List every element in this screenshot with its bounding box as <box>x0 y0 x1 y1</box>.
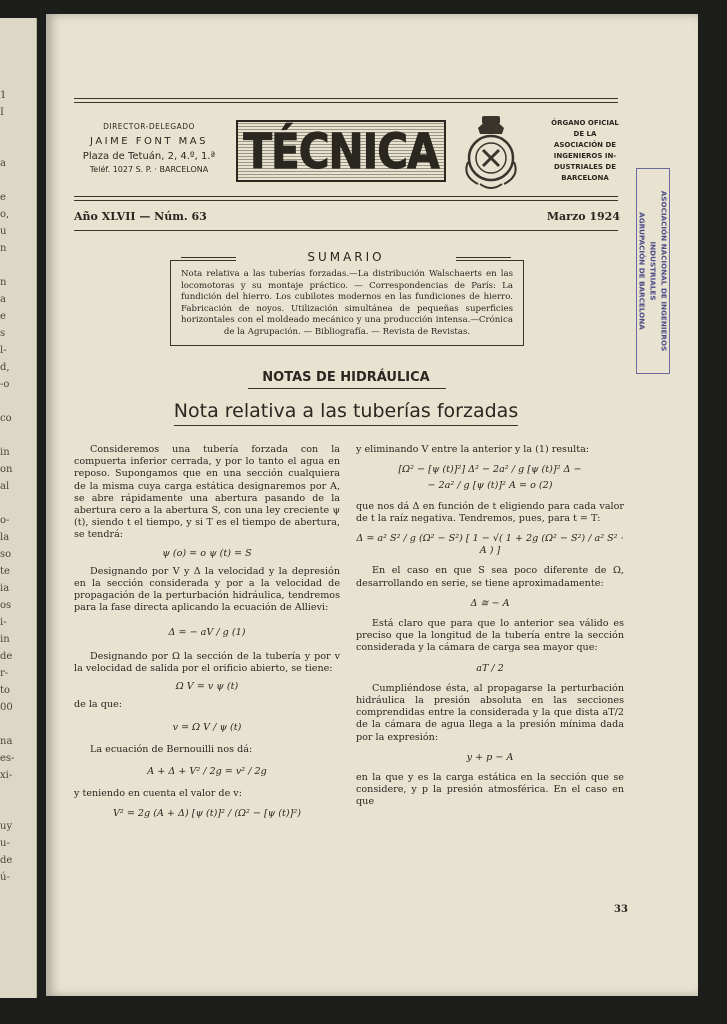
prev-page-fragment: in <box>0 634 10 645</box>
paragraph: Designando por V y Δ la velocidad y la depresión en la sección considerada y por a la velocidad de propagación de la perturbación hidráulica, tendremos para la fase directa aplicando la ecuación de Allievi: <box>74 565 340 614</box>
equation: V² = 2g (A + Δ) [ψ (t)]² / (Ω² − [ψ (t)]²) <box>113 808 301 820</box>
prev-page-fragment: d, <box>0 362 10 373</box>
header-bottom-rule <box>74 196 618 197</box>
director-label: DIRECTOR-DELEGADO <box>103 122 195 131</box>
equation-1: Δ = − aV / g (1) <box>168 626 246 638</box>
issue-rule <box>74 230 618 231</box>
director-name: JAIME FONT MAS <box>90 136 208 147</box>
prev-page-fragment: I <box>0 107 4 118</box>
stamp-line-2: AGRUPACIÓN DE BARCELONA <box>637 212 647 330</box>
paragraph: y teniendo en cuenta el valor de v: <box>74 788 242 800</box>
paragraph: Cumpliéndose ésta, al propagarse la perturbación hidráulica la presión absoluta en las secciones comprendidas entre la considerada y la que dista aT/2 de la cámara de agua llega a la presión mínima dada por la expresión: <box>356 682 624 743</box>
prev-page-fragment: os <box>0 600 12 611</box>
equation: y + p − A <box>466 751 514 763</box>
prev-page-fragment: 1 <box>0 90 7 101</box>
article-title: Nota relativa a las tuberías forzadas <box>173 400 519 422</box>
prev-page-fragment: n <box>0 277 7 288</box>
prev-page-fragment: e <box>0 311 6 322</box>
header-bottom-rule-double <box>74 200 618 201</box>
official-organ-block <box>548 118 622 184</box>
prev-page-fragment: in <box>0 447 10 458</box>
prev-page-fragment: ia <box>0 583 10 594</box>
prev-page-fragment: to <box>0 685 11 696</box>
equation: aT / 2 <box>476 662 504 674</box>
equation-2: − 2a² / g [ψ (t)]² A = o (2) <box>427 480 553 492</box>
prev-page-fragment: e <box>0 192 6 203</box>
journal-page <box>46 14 698 996</box>
sumario-title: SUMARIO <box>236 250 456 264</box>
address: Plaza de Tetuán, 2, 4.º, 1.ª <box>82 151 216 162</box>
prev-page-fragment: a <box>0 158 6 169</box>
organ-line: ASOCIACIÓN DE <box>553 141 617 149</box>
top-rule-double <box>74 102 618 103</box>
page-number: 33 <box>614 904 628 915</box>
equation: Δ = a² S² / g (Ω² − S²) [ 1 − √( 1 + 2g (Ω² − S²) / a² S² · A ) ] <box>356 533 624 557</box>
sumario-text: Nota relativa a las tuberías forzadas.—La distribución Walschaerts en las locomotoras y su montaje práctico. — Correspondencias de París: La fundición del hierro. Los cubilotes modernos en las fundiciones de hierro. Fabricación de noyos. Utilización simultánea de pequeñas superficies horizontales con el moldeado mecánico y una producción intensa.—Crónica de la Agrupación. — Bibliografía. — Revista de Revistas. <box>181 269 513 337</box>
organ-line: DUSTRIALES DE <box>553 163 617 171</box>
prev-page-fragment: n <box>0 243 7 254</box>
organ-line: DE LA <box>573 130 597 138</box>
prev-page-fragment: o- <box>0 515 10 526</box>
paragraph: Está claro que para que lo anterior sea válido es preciso que la longitud de la tubería entre la sección considerada y la cámara de carga sea mayor que: <box>356 618 624 654</box>
paragraph: La ecuación de Bernouilli nos dá: <box>90 743 253 755</box>
prev-page-fragment: es- <box>0 753 15 764</box>
organ-line: INGENIEROS IN- <box>553 152 617 160</box>
issue-date: Marzo 1924 <box>546 210 620 223</box>
top-rule <box>74 98 618 99</box>
crest-emblem-icon <box>458 110 524 194</box>
prev-page-fragment: l- <box>0 345 7 356</box>
prev-page-fragment: de <box>0 651 13 662</box>
library-stamp <box>636 168 670 374</box>
equation: Δ ≅ − A <box>470 597 510 609</box>
masthead-logo <box>236 120 446 182</box>
stamp-line-1: ASOCIACIÓN NACIONAL DE INGENIEROS INDUSTRIALES <box>648 190 669 352</box>
equation: A + Δ + V² / 2g = v² / 2g <box>147 766 267 778</box>
organ-line: ÓRGANO OFICIAL <box>551 119 619 127</box>
equation: Ω V = v ψ (t) <box>175 681 239 693</box>
prev-page-fragment: al <box>0 481 10 492</box>
paragraph: en la que y es la carga estática en la sección que se considere, y p la presión atmosférica. En el caso en que <box>356 772 624 808</box>
prev-page-fragment: co <box>0 413 12 424</box>
equation: ψ (o) = o ψ (t) = S <box>162 547 252 559</box>
prev-page-fragment: i- <box>0 617 7 628</box>
prev-page-fragment: ú- <box>0 872 10 883</box>
prev-page-fragment: a <box>0 294 6 305</box>
issue-number: Año XLVII — Núm. 63 <box>74 210 207 223</box>
equation: v = Ω V / ψ (t) <box>172 721 242 733</box>
right-column <box>356 444 624 809</box>
paragraph: y eliminando V entre la anterior y la (1) resulta: <box>356 444 590 455</box>
equation: [Ω² − [ψ (t)]²] Δ² − 2a² / g [ψ (t)]² Δ − <box>398 464 582 476</box>
sumario-box <box>170 260 524 346</box>
phone-city: Teléf. 1027 S. P. · BARCELONA <box>89 165 209 174</box>
paragraph: de la que: <box>74 699 122 711</box>
prev-page-fragment: la <box>0 532 10 543</box>
prev-page-fragment: r- <box>0 668 9 679</box>
prev-page-fragment: u <box>0 226 7 237</box>
director-block <box>74 122 224 174</box>
prev-page-fragment: de <box>0 855 13 866</box>
prev-page-fragment: on <box>0 464 13 475</box>
article-rule <box>174 425 518 426</box>
paragraph: que nos dá Δ en función de t eligiendo para cada valor de t la raíz negativa. Tendremos, pues, para t = T: <box>356 500 624 524</box>
masthead-title: TÉCNICA <box>243 122 439 180</box>
section-title: NOTAS DE HIDRÁULICA <box>262 370 430 385</box>
prev-page-fragment: xi- <box>0 770 13 781</box>
prev-page-fragment: u- <box>0 838 10 849</box>
prev-page-fragment: s <box>0 328 6 339</box>
paragraph: Designando por Ω la sección de la tubería y por v la velocidad de salida por el orificio abierto, se tiene: <box>74 650 340 675</box>
organ-line: BARCELONA <box>561 174 609 182</box>
prev-page-fragment: 00 <box>0 702 13 713</box>
paragraph: Consideremos una tubería forzada con la compuerta inferior cerrada, y por lo tanto el agua en reposo. Supongamos que en una sección cualquiera de la misma cuya carga estática designaremos por A, se abre rápidamente una abertura pasando de la abertura cero a la abertura S, con una ley creciente ψ (t), siendo t el tiempo, y si T es el tiempo de abertura, se tendrá: <box>74 444 340 541</box>
prev-page-fragment: na <box>0 736 13 747</box>
prev-page-fragment: uy <box>0 821 13 832</box>
prev-page-fragment: -o <box>0 379 10 390</box>
paragraph: En el caso en que S sea poco diferente de Ω, desarrollando en serie, se tiene aproximadamente: <box>356 565 624 589</box>
previous-page-edge <box>0 18 37 998</box>
prev-page-fragment: te <box>0 566 10 577</box>
prev-page-fragment: so <box>0 549 12 560</box>
prev-page-fragment: o, <box>0 209 10 220</box>
section-rule <box>248 388 446 389</box>
left-column <box>74 444 340 829</box>
